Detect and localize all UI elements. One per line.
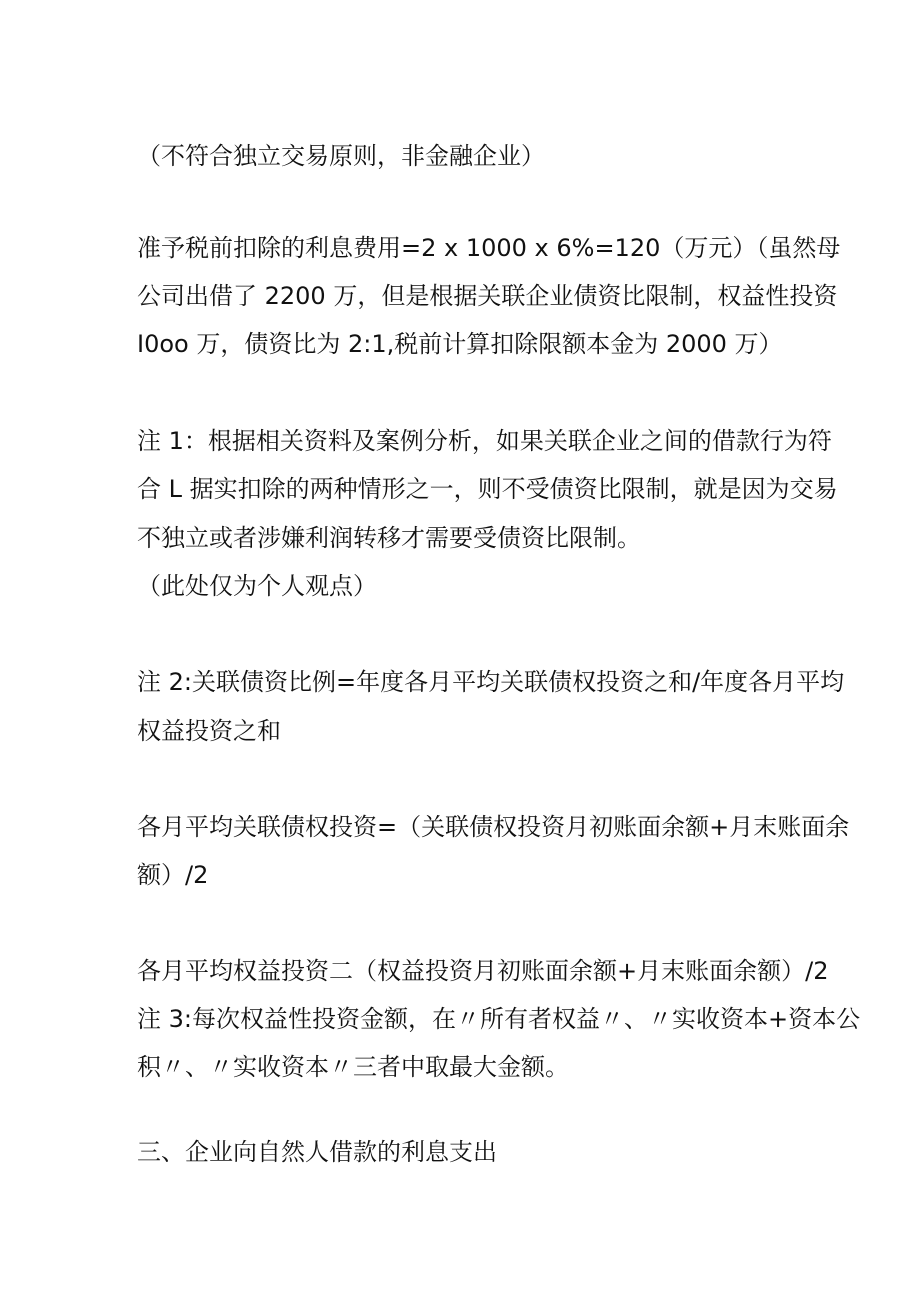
formula-equity-investment: 各月平均权益投资二（权益投资月初账面余额+月末账面余额）/2 (137, 957, 829, 985)
note-2: 注 2:关联债资比例=年度各月平均关联债权投资之和/年度各月平均 (137, 668, 845, 696)
personal-opinion-remark: （此处仅为个人观点） (137, 572, 377, 600)
formula-debt-investment: 各月平均关联债权投资=（关联债权投资月初账面余额+月末账面余 (137, 813, 850, 841)
formula-debt-investment: 额）/2 (137, 861, 209, 889)
note-2: 权益投资之和 (137, 717, 281, 745)
note-3: 积〃、〃实收资本〃三者中取最大金额。 (137, 1053, 569, 1081)
paragraph-note-arm-length: （不符合独立交易原则，非金融企业） (137, 142, 545, 170)
note-1: 不独立或者涉嫌利润转移才需要受债资比限制。 (137, 524, 641, 552)
note-1: 注 1：根据相关资料及案例分析，如果关联企业之间的借款行为符 (137, 427, 832, 455)
paragraph-deductible-interest: 公司出借了 2200 万，但是根据关联企业债资比限制，权益性投资 (137, 282, 838, 310)
section-heading: 三、企业向自然人借款的利息支出 (137, 1138, 497, 1166)
paragraph-deductible-interest: I0oo 万，债资比为 2:1,税前计算扣除限额本金为 2000 万） (137, 330, 783, 358)
paragraph-deductible-interest: 准予税前扣除的利息费用=2 x 1000 x 6%=120（万元）（虽然母 (137, 234, 841, 262)
note-1: 合 L 据实扣除的两种情形之一，则不受债资比限制，就是因为交易 (137, 475, 838, 503)
note-3: 注 3:每次权益性投资金额，在〃所有者权益〃、〃实收资本+资本公 (137, 1005, 861, 1033)
